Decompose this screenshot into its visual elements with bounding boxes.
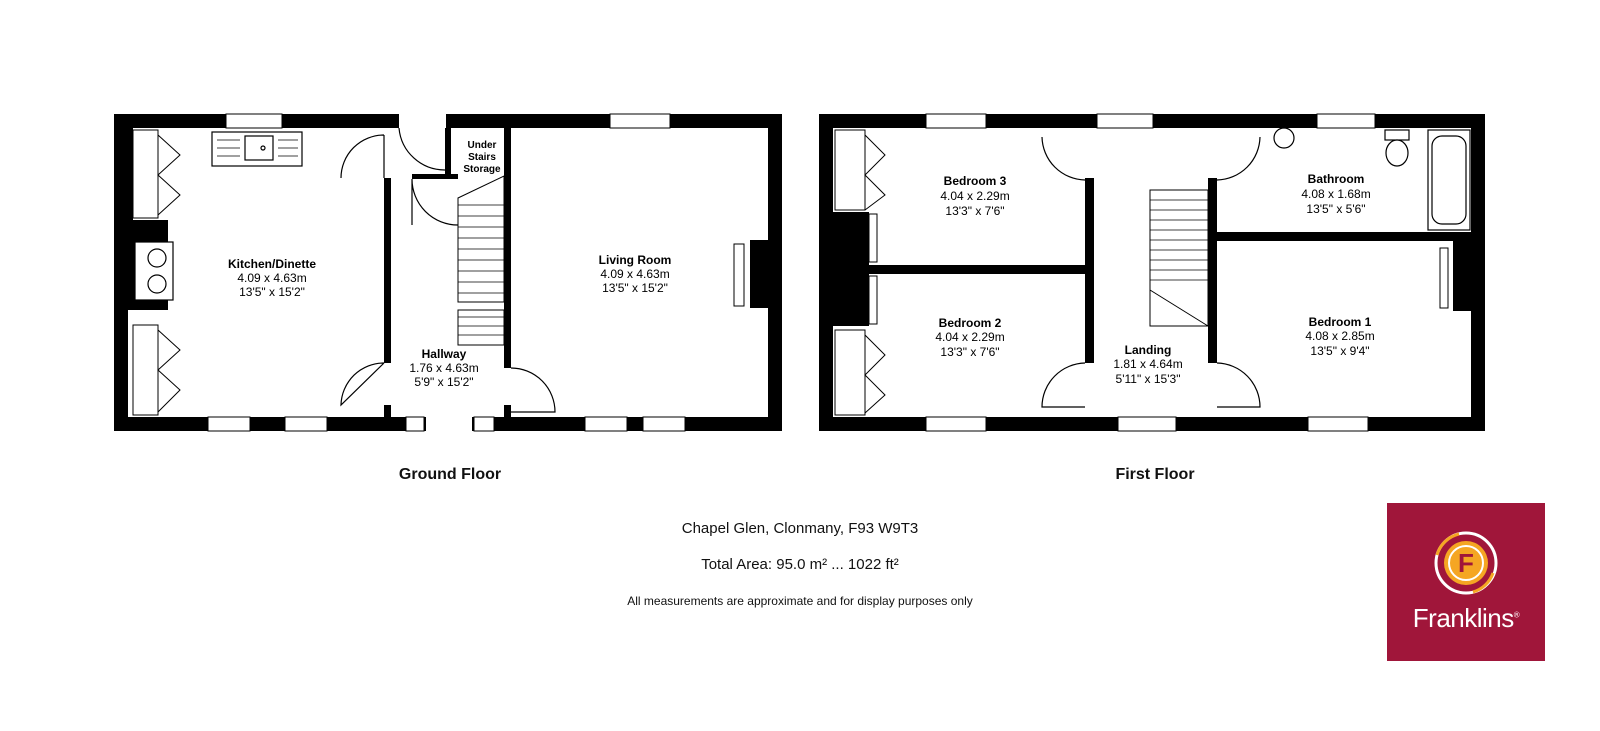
room-metric: 4.09 x 4.63m — [600, 267, 670, 281]
window — [643, 417, 685, 431]
room-name: Bedroom 1 — [1308, 315, 1372, 329]
wardrobe — [835, 130, 865, 210]
first-chimney-left-2 — [833, 274, 869, 326]
logo-text: Franklins — [1412, 603, 1514, 633]
wardrobe — [133, 325, 158, 415]
bath-inner — [1432, 136, 1466, 224]
room-imperial: 13'5" x 5'6" — [1306, 202, 1366, 216]
wardrobe-door — [158, 330, 180, 412]
room-metric: 4.09 x 4.63m — [237, 271, 307, 285]
living-wall-left-bottom — [504, 405, 511, 419]
door-swing — [1217, 363, 1260, 407]
room-name: Landing — [1124, 343, 1172, 357]
room-name: Storage — [463, 164, 501, 175]
fireplace-icon — [869, 276, 877, 324]
room-name: Bedroom 2 — [938, 316, 1002, 330]
logo-mark — [1387, 503, 1545, 661]
kitchen-alcove-top — [128, 128, 133, 220]
window — [1097, 114, 1153, 128]
window — [406, 417, 424, 431]
room-imperial: 13'3" x 7'6" — [945, 204, 1005, 218]
landing-wall-left-upper — [1085, 178, 1094, 363]
room-imperial: 5'9" x 15'2" — [414, 375, 474, 389]
window — [585, 417, 627, 431]
sink-drain — [261, 146, 265, 150]
room-metric: 4.08 x 2.85m — [1305, 329, 1375, 343]
toilet-cistern — [1385, 130, 1409, 140]
first-wall-left — [819, 114, 833, 431]
window — [226, 114, 282, 128]
room-name: Living Room — [598, 253, 672, 267]
basin-icon — [1274, 128, 1294, 148]
room-metric: 4.04 x 2.29m — [940, 189, 1010, 203]
ground-wall-left — [114, 114, 128, 431]
wardrobe — [133, 130, 158, 218]
wardrobe-door — [158, 135, 180, 215]
room-name: Under — [467, 140, 497, 151]
disclaimer: All measurements are approximate and for display purposes only — [627, 594, 973, 608]
kitchen-hall-wall-upper — [384, 178, 391, 363]
hall-stub-wall — [412, 174, 458, 179]
stairs-lower — [458, 310, 504, 345]
room-metric: 1.81 x 4.64m — [1113, 357, 1183, 371]
door-swing — [1217, 137, 1260, 180]
room-name: Bedroom 3 — [943, 174, 1007, 188]
wardrobe — [835, 330, 865, 415]
door-swing — [1042, 137, 1085, 180]
fireplace-icon — [734, 244, 744, 306]
toilet-icon — [1386, 140, 1408, 166]
room-imperial: 13'3" x 7'6" — [940, 345, 1000, 359]
address: Chapel Glen, Clonmany, F93 W9T3 — [681, 520, 919, 537]
hob-ring — [148, 275, 166, 293]
first-chimney-right — [1453, 241, 1471, 311]
ground-wall-right — [768, 114, 782, 431]
window — [1118, 417, 1176, 431]
room-imperial: 13'5" x 9'4" — [1310, 344, 1370, 358]
stairs-icon — [458, 176, 504, 302]
bed-divider-wall — [833, 265, 1085, 274]
total-area: Total Area: 95.0 m² ... 1022 ft² — [701, 556, 899, 573]
window — [285, 417, 327, 431]
window — [610, 114, 670, 128]
sink-bowl — [245, 136, 273, 160]
window — [926, 114, 986, 128]
room-name: Bathroom — [1307, 172, 1365, 186]
understairs-wall-left — [445, 128, 451, 178]
door-swing — [1042, 363, 1085, 407]
door-swing — [341, 135, 384, 178]
door-swing — [399, 128, 445, 170]
ground-floor-label: Ground Floor — [398, 466, 502, 483]
franklins-logo — [1387, 503, 1545, 661]
room-name: Kitchen/Dinette — [227, 257, 317, 271]
window — [926, 417, 986, 431]
fireplace-icon — [1440, 248, 1448, 308]
living-chimney — [750, 240, 768, 308]
door-swing — [412, 179, 458, 225]
landing-wall-right-upper — [1208, 178, 1217, 363]
room-metric: 4.08 x 1.68m — [1301, 187, 1371, 201]
fireplace-icon — [869, 214, 877, 262]
room-name: Stairs — [468, 152, 496, 163]
door-swing — [341, 363, 384, 405]
window — [1308, 417, 1368, 431]
first-wall-right — [1471, 114, 1485, 431]
bath-bed1-wall — [1217, 232, 1471, 241]
wardrobe-door — [865, 135, 885, 210]
first-floor-label: First Floor — [1115, 466, 1195, 483]
living-wall-left — [504, 128, 511, 368]
window — [1317, 114, 1375, 128]
hob-ring — [148, 249, 166, 267]
ground-wall-bottom-left — [114, 417, 426, 431]
room-metric: 4.04 x 2.29m — [935, 330, 1005, 344]
room-imperial: 5'11" x 15'3" — [1115, 372, 1181, 386]
room-metric: 1.76 x 4.63m — [409, 361, 479, 375]
logo-f: F — [1458, 548, 1474, 578]
room-imperial: 13'5" x 15'2" — [239, 285, 305, 299]
logo-wordmark — [1387, 603, 1545, 634]
kitchen-hall-wall-lower — [384, 405, 391, 419]
first-chimney-left — [833, 212, 869, 265]
room-name: Hallway — [421, 347, 467, 361]
room-imperial: 13'5" x 15'2" — [602, 281, 668, 295]
door-swing — [511, 368, 555, 412]
logo-registered: ® — [1513, 610, 1520, 620]
wardrobe-door — [865, 335, 885, 413]
window — [208, 417, 250, 431]
window — [474, 417, 494, 431]
